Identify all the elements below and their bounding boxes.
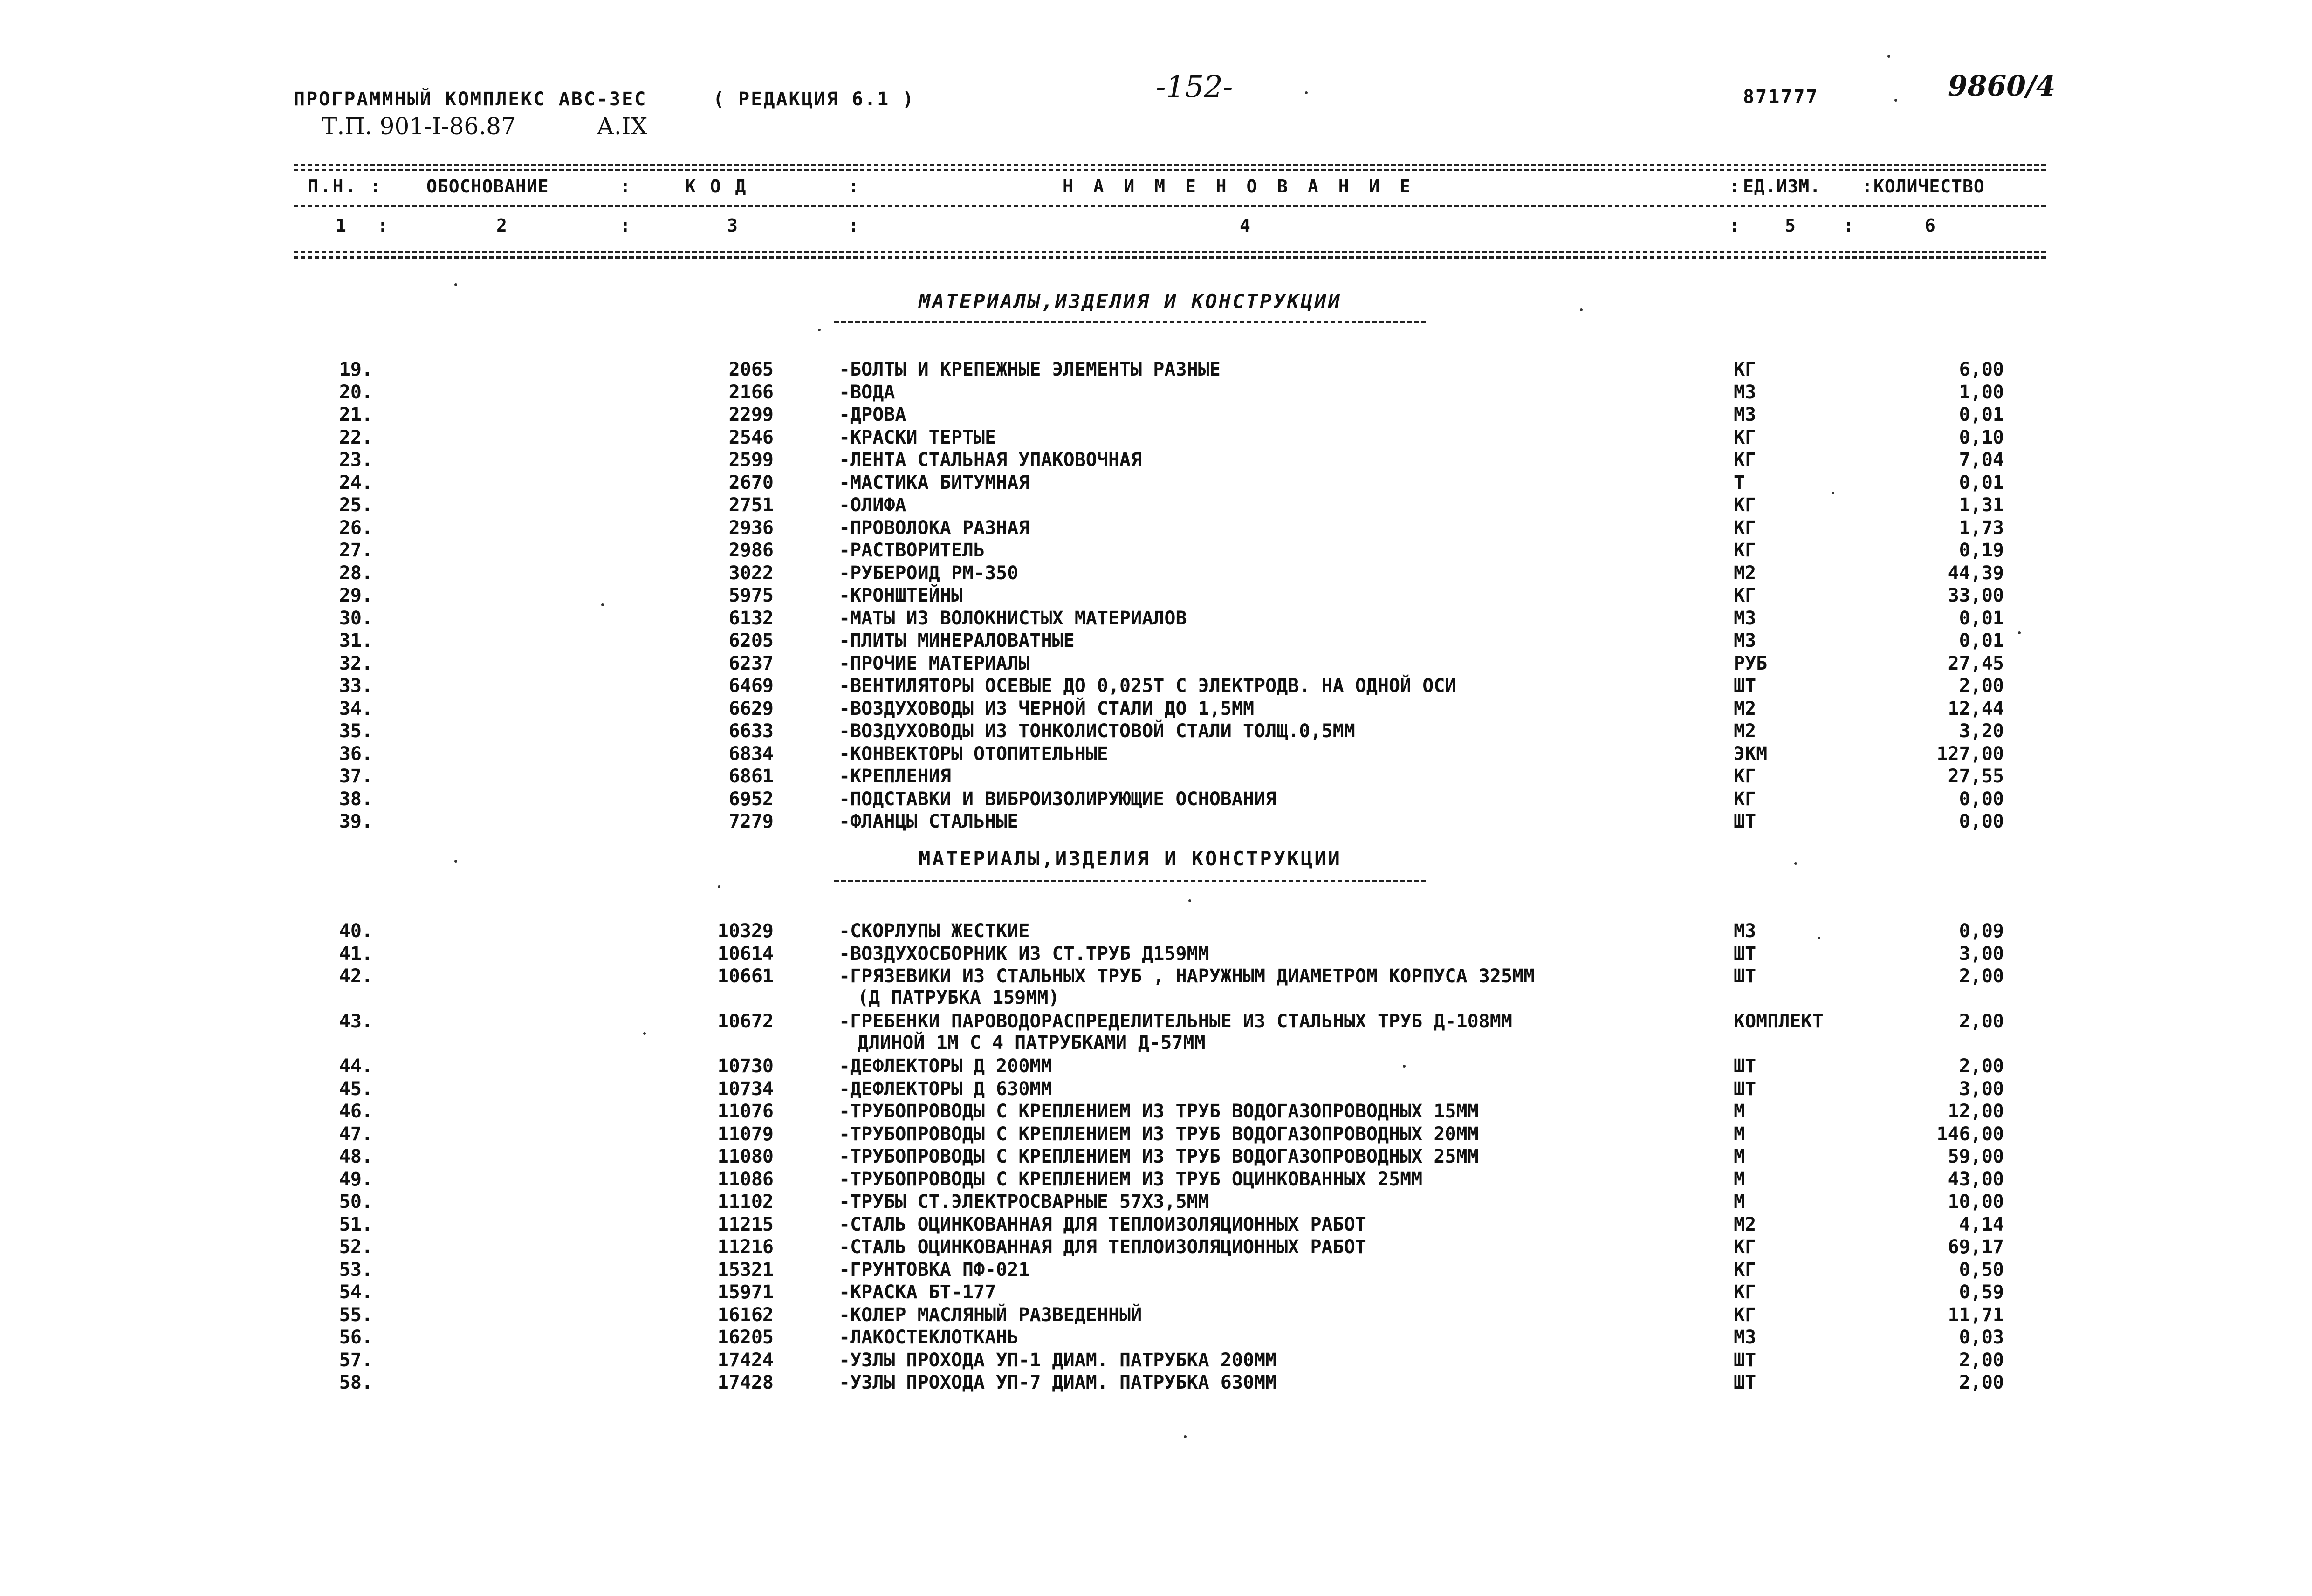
row-unit: М3 — [1734, 381, 1756, 403]
row-number: 46. — [339, 1101, 373, 1122]
row-number: 51. — [339, 1213, 373, 1235]
row-code: 2751 — [728, 494, 774, 516]
row-name: -МАТЫ ИЗ ВОЛОКНИСТЫХ МАТЕРИАЛОВ — [839, 607, 1187, 629]
row-number: 21. — [339, 404, 373, 425]
row-unit: М — [1734, 1191, 1745, 1212]
row-number: 27. — [339, 540, 373, 561]
row-code: 11076 — [717, 1101, 774, 1122]
row-number: 42. — [339, 966, 373, 987]
row-code: 2546 — [728, 426, 774, 448]
row-name: -ФЛАНЦЫ СТАЛЬНЫЕ — [839, 811, 1019, 832]
row-number: 47. — [339, 1123, 373, 1145]
row-name: -УЗЛЫ ПРОХОДА УП-1 ДИАМ. ПАТРУБКА 200ММ — [839, 1349, 1277, 1371]
row-number: 54. — [339, 1281, 373, 1303]
row-number: 44. — [339, 1055, 373, 1077]
table-row — [0, 1010, 2312, 1054]
row-unit: М2 — [1734, 562, 1756, 584]
column-number-3: 3 — [727, 215, 740, 236]
table-row — [0, 1236, 2312, 1259]
column-number-4: 4 — [1240, 215, 1252, 236]
row-name: -ЛАКОСТЕКЛОТКАНЬ — [839, 1327, 1019, 1348]
row-unit: ШТ — [1734, 1349, 1756, 1371]
separator: : — [848, 215, 861, 236]
table-top-rule-2 — [294, 169, 2046, 171]
row-name: -ВОЗДУХОВОДЫ ИЗ ТОНКОЛИСТОВОЙ СТАЛИ ТОЛЩ.0,5ММ — [839, 720, 1355, 742]
row-unit: М3 — [1734, 630, 1756, 651]
scan-speck — [601, 603, 604, 606]
document-code: 871777 — [1743, 86, 1819, 108]
row-name: -ВОДА — [839, 381, 895, 403]
table-row — [0, 517, 2312, 540]
row-quantity: 59,00 — [1948, 1146, 2004, 1167]
row-code: 15971 — [717, 1281, 774, 1303]
row-unit: М3 — [1734, 1327, 1756, 1348]
scan-speck — [718, 885, 720, 888]
row-code: 2065 — [728, 359, 774, 380]
column-number-1: 1 — [336, 215, 348, 236]
row-name: -ВОЗДУХОВОДЫ ИЗ ЧЕРНОЙ СТАЛИ ДО 1,5ММ — [839, 698, 1255, 719]
row-name: -ПОДСТАВКИ И ВИБРОИЗОЛИРУЮЩИЕ ОСНОВАНИЯ — [839, 788, 1277, 810]
row-quantity: 0,01 — [1959, 630, 2004, 651]
row-unit: ШТ — [1734, 1055, 1756, 1077]
row-quantity: 1,73 — [1959, 517, 2004, 539]
row-number: 31. — [339, 630, 373, 651]
row-code: 6834 — [728, 743, 774, 765]
scan-speck — [1794, 862, 1797, 865]
row-number: 35. — [339, 720, 373, 742]
row-code: 5975 — [728, 585, 774, 606]
row-code: 10734 — [717, 1078, 774, 1100]
row-unit: КГ — [1734, 1259, 1756, 1281]
row-code: 11102 — [717, 1191, 774, 1212]
row-number: 37. — [339, 766, 373, 787]
table-row — [0, 382, 2312, 404]
separator: : — [848, 176, 861, 197]
row-quantity: 1,31 — [1959, 494, 2004, 516]
row-code: 6629 — [728, 698, 774, 719]
row-quantity: 0,10 — [1959, 426, 2004, 448]
scan-speck — [1818, 937, 1820, 939]
row-unit: КГ — [1734, 426, 1756, 448]
sheet-reference: 9860/4 — [1948, 70, 2056, 103]
table-row — [0, 427, 2312, 449]
row-unit: КГ — [1734, 449, 1756, 471]
table-row — [0, 720, 2312, 743]
table-row — [0, 585, 2312, 607]
row-name: -ГРУНТОВКА ПФ-021 — [839, 1259, 1030, 1281]
column-number-2: 2 — [496, 215, 509, 236]
scan-speck — [1894, 99, 1897, 102]
column-name: Н А И М Е Н О В А Н И Е — [1063, 176, 1415, 197]
row-quantity: 10,00 — [1948, 1191, 2004, 1212]
scan-speck — [1188, 899, 1191, 902]
column-code: К О Д — [685, 176, 748, 197]
row-quantity: 2,00 — [1959, 1055, 2004, 1077]
row-number: 24. — [339, 472, 373, 493]
row-number: 26. — [339, 517, 373, 539]
row-number: 19. — [339, 359, 373, 380]
row-code: 11080 — [717, 1146, 774, 1167]
album-label: А.IX — [597, 113, 648, 140]
row-unit: ШТ — [1734, 675, 1756, 697]
edition-label: ( РЕДАКЦИЯ 6.1 ) — [713, 89, 915, 110]
row-unit: ЭКМ — [1734, 743, 1768, 765]
row-code: 11216 — [717, 1236, 774, 1258]
scan-speck — [454, 283, 457, 286]
row-quantity: 0,00 — [1959, 811, 2004, 832]
table-row — [0, 1259, 2312, 1281]
row-quantity: 27,45 — [1948, 652, 2004, 674]
section-title: МАТЕРИАЛЫ,ИЗДЕЛИЯ И КОНСТРУКЦИИ — [919, 290, 1342, 313]
row-name-continuation: ДЛИНОЙ 1М С 4 ПАТРУБКАМИ Д-57ММ — [858, 1032, 1206, 1054]
row-name: -УЗЛЫ ПРОХОДА УП-7 ДИАМ. ПАТРУБКА 630ММ — [839, 1372, 1277, 1393]
row-name: -КОНВЕКТОРЫ ОТОПИТЕЛЬНЫЕ — [839, 743, 1108, 765]
row-code: 6633 — [728, 720, 774, 742]
row-number: 22. — [339, 426, 373, 448]
row-code: 2166 — [728, 381, 774, 403]
page-number: -152- — [1156, 70, 1233, 104]
row-name: -ПЛИТЫ МИНЕРАЛОВАТНЫЕ — [839, 630, 1075, 651]
table-row — [0, 540, 2312, 562]
row-quantity: 2,00 — [1959, 966, 2004, 987]
row-quantity: 6,00 — [1959, 359, 2004, 380]
row-code: 6132 — [728, 607, 774, 629]
row-unit: М2 — [1734, 698, 1756, 719]
row-quantity: 2,00 — [1959, 1372, 2004, 1393]
row-quantity: 0,59 — [1959, 1281, 2004, 1303]
table-row — [0, 1123, 2312, 1146]
scan-speck — [818, 329, 821, 331]
row-unit: КГ — [1734, 517, 1756, 539]
row-name: -ВОЗДУХОСБОРНИК ИЗ СТ.ТРУБ Д159ММ — [839, 943, 1209, 965]
row-unit: ШТ — [1734, 1372, 1756, 1393]
row-unit: М — [1734, 1123, 1745, 1145]
row-number: 33. — [339, 675, 373, 697]
row-unit: М3 — [1734, 404, 1756, 425]
row-name-continuation: (Д ПАТРУБКА 159ММ) — [858, 987, 1060, 1008]
row-quantity: 0,09 — [1959, 920, 2004, 942]
row-code: 10730 — [717, 1055, 774, 1077]
row-number: 55. — [339, 1304, 373, 1326]
row-number: 30. — [339, 607, 373, 629]
row-name: -КОЛЕР МАСЛЯНЫЙ РАЗВЕДЕННЫЙ — [839, 1304, 1142, 1326]
row-number: 50. — [339, 1191, 373, 1212]
separator: : — [1729, 176, 1742, 197]
row-quantity: 33,00 — [1948, 585, 2004, 606]
separator: : — [1843, 215, 1856, 236]
row-quantity: 12,00 — [1948, 1101, 2004, 1122]
table-row — [0, 449, 2312, 472]
table-row — [0, 1146, 2312, 1168]
row-quantity: 11,71 — [1948, 1304, 2004, 1326]
scan-speck — [2018, 631, 2021, 634]
project-number: Т.П. 901-I-86.87 — [322, 113, 516, 140]
row-name: -ВЕНТИЛЯТОРЫ ОСЕВЫЕ ДО 0,025Т С ЭЛЕКТРОДВ. НА ОДНОЙ ОСИ — [839, 675, 1456, 697]
row-quantity: 43,00 — [1948, 1168, 2004, 1190]
row-code: 11215 — [717, 1213, 774, 1235]
table-row — [0, 1191, 2312, 1213]
row-name: -ДЕФЛЕКТОРЫ Д 200ММ — [839, 1055, 1052, 1077]
row-number: 56. — [339, 1327, 373, 1348]
row-quantity: 0,01 — [1959, 404, 2004, 425]
row-code: 17424 — [717, 1349, 774, 1371]
row-number: 34. — [339, 698, 373, 719]
row-quantity: 7,04 — [1959, 449, 2004, 471]
row-number: 32. — [339, 652, 373, 674]
table-row — [0, 811, 2312, 833]
row-quantity: 4,14 — [1959, 1213, 2004, 1235]
row-unit: ШТ — [1734, 943, 1756, 965]
row-unit: Т — [1734, 472, 1745, 493]
row-unit: М3 — [1734, 607, 1756, 629]
row-name: -ДЕФЛЕКТОРЫ Д 630ММ — [839, 1078, 1052, 1100]
table-row — [0, 1214, 2312, 1236]
row-unit: КГ — [1734, 359, 1756, 380]
row-code: 16162 — [717, 1304, 774, 1326]
row-quantity: 44,39 — [1948, 562, 2004, 584]
scan-speck — [643, 1032, 646, 1035]
row-code: 10661 — [717, 966, 774, 987]
row-code: 2936 — [728, 517, 774, 539]
scan-speck — [1184, 1435, 1187, 1438]
row-quantity: 2,00 — [1959, 1349, 2004, 1371]
row-quantity: 2,00 — [1959, 1010, 2004, 1032]
row-unit: М — [1734, 1146, 1745, 1167]
row-name: -ПРОВОЛОКА РАЗНАЯ — [839, 517, 1030, 539]
row-number: 20. — [339, 381, 373, 403]
row-code: 11086 — [717, 1168, 774, 1190]
header-mid-rule — [294, 205, 2046, 207]
row-unit: КГ — [1734, 766, 1756, 787]
row-quantity: 3,20 — [1959, 720, 2004, 742]
row-name: -СТАЛЬ ОЦИНКОВАННАЯ ДЛЯ ТЕПЛОИЗОЛЯЦИОННЫХ РАБОТ — [839, 1236, 1366, 1258]
row-number: 45. — [339, 1078, 373, 1100]
table-row — [0, 562, 2312, 585]
table-row — [0, 1169, 2312, 1191]
column-number-5: 5 — [1785, 215, 1797, 236]
row-name: -ПРОЧИЕ МАТЕРИАЛЫ — [839, 652, 1030, 674]
row-name: -ТРУБОПРОВОДЫ С КРЕПЛЕНИЕМ ИЗ ТРУБ ВОДОГАЗОПРОВОДНЫХ 25ММ — [839, 1146, 1479, 1167]
row-name: -БОЛТЫ И КРЕПЕЖНЫЕ ЭЛЕМЕНТЫ РАЗНЫЕ — [839, 359, 1221, 380]
separator: : — [377, 215, 390, 236]
header-bottom-rule — [294, 251, 2046, 253]
row-name: -ТРУБОПРОВОДЫ С КРЕПЛЕНИЕМ ИЗ ТРУБ ВОДОГАЗОПРОВОДНЫХ 15ММ — [839, 1101, 1479, 1122]
row-unit: КГ — [1734, 1236, 1756, 1258]
table-row — [0, 675, 2312, 698]
table-top-rule — [294, 164, 2046, 166]
table-row — [0, 1055, 2312, 1078]
row-unit: М — [1734, 1168, 1745, 1190]
row-code: 3022 — [728, 562, 774, 584]
row-code: 10614 — [717, 943, 774, 965]
row-number: 38. — [339, 788, 373, 810]
row-code: 16205 — [717, 1327, 774, 1348]
row-code: 6861 — [728, 766, 774, 787]
row-quantity: 27,55 — [1948, 766, 2004, 787]
row-name: -ТРУБЫ СТ.ЭЛЕКТРОСВАРНЫЕ 57Х3,5ММ — [839, 1191, 1209, 1212]
row-number: 23. — [339, 449, 373, 471]
column-basis: ОБОСНОВАНИЕ — [426, 176, 549, 197]
column-number-6: 6 — [1925, 215, 1937, 236]
row-name: -РУБЕРОИД РМ-350 — [839, 562, 1019, 584]
row-unit: М — [1734, 1101, 1745, 1122]
row-quantity: 3,00 — [1959, 1078, 2004, 1100]
section-underline — [834, 321, 1426, 323]
row-number: 29. — [339, 585, 373, 606]
table-row — [0, 1101, 2312, 1123]
row-number: 41. — [339, 943, 373, 965]
row-unit: КОМПЛЕКТ — [1734, 1010, 1824, 1032]
table-row — [0, 1078, 2312, 1101]
row-unit: КГ — [1734, 1304, 1756, 1326]
row-quantity: 69,17 — [1948, 1236, 2004, 1258]
row-number: 28. — [339, 562, 373, 584]
table-row — [0, 1304, 2312, 1327]
row-code: 2670 — [728, 472, 774, 493]
row-unit: КГ — [1734, 585, 1756, 606]
table-row — [0, 494, 2312, 517]
row-code: 10672 — [717, 1010, 774, 1032]
row-name: -ГРЕБЕНКИ ПАРОВОДОРАСПРЕДЕЛИТЕЛЬНЫЕ ИЗ СТАЛЬНЫХ ТРУБ Д-108ММ — [839, 1010, 1512, 1032]
row-quantity: 0,50 — [1959, 1259, 2004, 1281]
header-bottom-rule-2 — [294, 256, 2046, 259]
row-unit: ШТ — [1734, 1078, 1756, 1100]
table-row — [0, 472, 2312, 494]
table-row — [0, 1327, 2312, 1349]
row-number: 39. — [339, 811, 373, 832]
row-unit: КГ — [1734, 540, 1756, 561]
row-code: 6237 — [728, 652, 774, 674]
row-quantity: 127,00 — [1936, 743, 2004, 765]
table-row — [0, 743, 2312, 766]
column-unit: ЕД.ИЗМ. — [1743, 176, 1821, 197]
row-name: -ЛЕНТА СТАЛЬНАЯ УПАКОВОЧНАЯ — [839, 449, 1142, 471]
row-name: -ОЛИФА — [839, 494, 906, 516]
row-number: 40. — [339, 920, 373, 942]
row-unit: КГ — [1734, 1281, 1756, 1303]
row-unit: М2 — [1734, 720, 1756, 742]
scan-speck — [1305, 91, 1308, 94]
row-quantity: 0,00 — [1959, 788, 2004, 810]
table-row — [0, 698, 2312, 720]
scan-speck — [454, 860, 457, 863]
separator: : — [1729, 215, 1742, 236]
row-number: 52. — [339, 1236, 373, 1258]
row-quantity: 3,00 — [1959, 943, 2004, 965]
separator: : — [620, 215, 632, 236]
row-code: 15321 — [717, 1259, 774, 1281]
row-code: 6952 — [728, 788, 774, 810]
table-row — [0, 788, 2312, 811]
scan-speck — [1832, 492, 1834, 494]
table-row — [0, 653, 2312, 675]
row-name: -КРЕПЛЕНИЯ — [839, 766, 951, 787]
row-unit: КГ — [1734, 788, 1756, 810]
row-name: -ГРЯЗЕВИКИ ИЗ СТАЛЬНЫХ ТРУБ , НАРУЖНЫМ ДИАМЕТРОМ КОРПУСА 325ММ — [839, 966, 1535, 987]
table-row — [0, 1349, 2312, 1372]
row-code: 6469 — [728, 675, 774, 697]
row-number: 25. — [339, 494, 373, 516]
table-row — [0, 943, 2312, 966]
row-name: -РАСТВОРИТЕЛЬ — [839, 540, 985, 561]
column-pn: П.Н. : — [308, 176, 383, 197]
row-name: -МАСТИКА БИТУМНАЯ — [839, 472, 1030, 493]
row-number: 48. — [339, 1146, 373, 1167]
row-quantity: 2,00 — [1959, 675, 2004, 697]
row-quantity: 0,01 — [1959, 607, 2004, 629]
table-row — [0, 920, 2312, 943]
row-unit: М3 — [1734, 920, 1756, 942]
row-number: 58. — [339, 1372, 373, 1393]
row-name: -ДРОВА — [839, 404, 906, 425]
row-name: -КРАСКА БТ-177 — [839, 1281, 996, 1303]
row-name: -ТРУБОПРОВОДЫ С КРЕПЛЕНИЕМ ИЗ ТРУБ ВОДОГАЗОПРОВОДНЫХ 20ММ — [839, 1123, 1479, 1145]
scan-speck — [1887, 55, 1890, 58]
row-quantity: 0,19 — [1959, 540, 2004, 561]
row-number: 43. — [339, 1010, 373, 1032]
scan-speck — [1580, 308, 1583, 311]
section-underline — [834, 880, 1426, 882]
separator: : — [1862, 176, 1874, 197]
row-name: -СТАЛЬ ОЦИНКОВАННАЯ ДЛЯ ТЕПЛОИЗОЛЯЦИОННЫХ РАБОТ — [839, 1213, 1366, 1235]
table-row — [0, 359, 2312, 381]
separator: : — [620, 176, 632, 197]
table-row — [0, 404, 2312, 426]
table-row — [0, 1281, 2312, 1304]
table-row — [0, 630, 2312, 652]
row-quantity: 146,00 — [1936, 1123, 2004, 1145]
table-row — [0, 608, 2312, 630]
row-code: 2599 — [728, 449, 774, 471]
row-number: 57. — [339, 1349, 373, 1371]
row-unit: М2 — [1734, 1213, 1756, 1235]
scan-speck — [1403, 1065, 1406, 1068]
program-title: ПРОГРАММНЫЙ КОМПЛЕКС АВС-ЗЕС — [294, 89, 647, 110]
row-unit: ШТ — [1734, 966, 1756, 987]
row-quantity: 1,00 — [1959, 381, 2004, 403]
row-quantity: 0,03 — [1959, 1327, 2004, 1348]
row-name: -КРОНШТЕЙНЫ — [839, 585, 962, 606]
row-number: 36. — [339, 743, 373, 765]
row-code: 2986 — [728, 540, 774, 561]
table-row — [0, 1372, 2312, 1394]
row-code: 2299 — [728, 404, 774, 425]
row-name: -ТРУБОПРОВОДЫ С КРЕПЛЕНИЕМ ИЗ ТРУБ ОЦИНКОВАННЫХ 25ММ — [839, 1168, 1423, 1190]
section-title: МАТЕРИАЛЫ,ИЗДЕЛИЯ И КОНСТРУКЦИИ — [919, 847, 1342, 870]
row-number: 53. — [339, 1259, 373, 1281]
row-number: 49. — [339, 1168, 373, 1190]
row-code: 17428 — [717, 1372, 774, 1393]
row-name: -КРАСКИ ТЕРТЫЕ — [839, 426, 996, 448]
table-row — [0, 766, 2312, 788]
row-code: 11079 — [717, 1123, 774, 1145]
row-unit: КГ — [1734, 494, 1756, 516]
table-row — [0, 966, 2312, 1008]
row-unit: РУБ — [1734, 652, 1768, 674]
row-code: 7279 — [728, 811, 774, 832]
row-code: 10329 — [717, 920, 774, 942]
row-code: 6205 — [728, 630, 774, 651]
row-unit: ШТ — [1734, 811, 1756, 832]
row-quantity: 0,01 — [1959, 472, 2004, 493]
row-name: -СКОРЛУПЫ ЖЕСТКИЕ — [839, 920, 1030, 942]
column-qty: КОЛИЧЕСТВО — [1873, 176, 1985, 197]
row-quantity: 12,44 — [1948, 698, 2004, 719]
